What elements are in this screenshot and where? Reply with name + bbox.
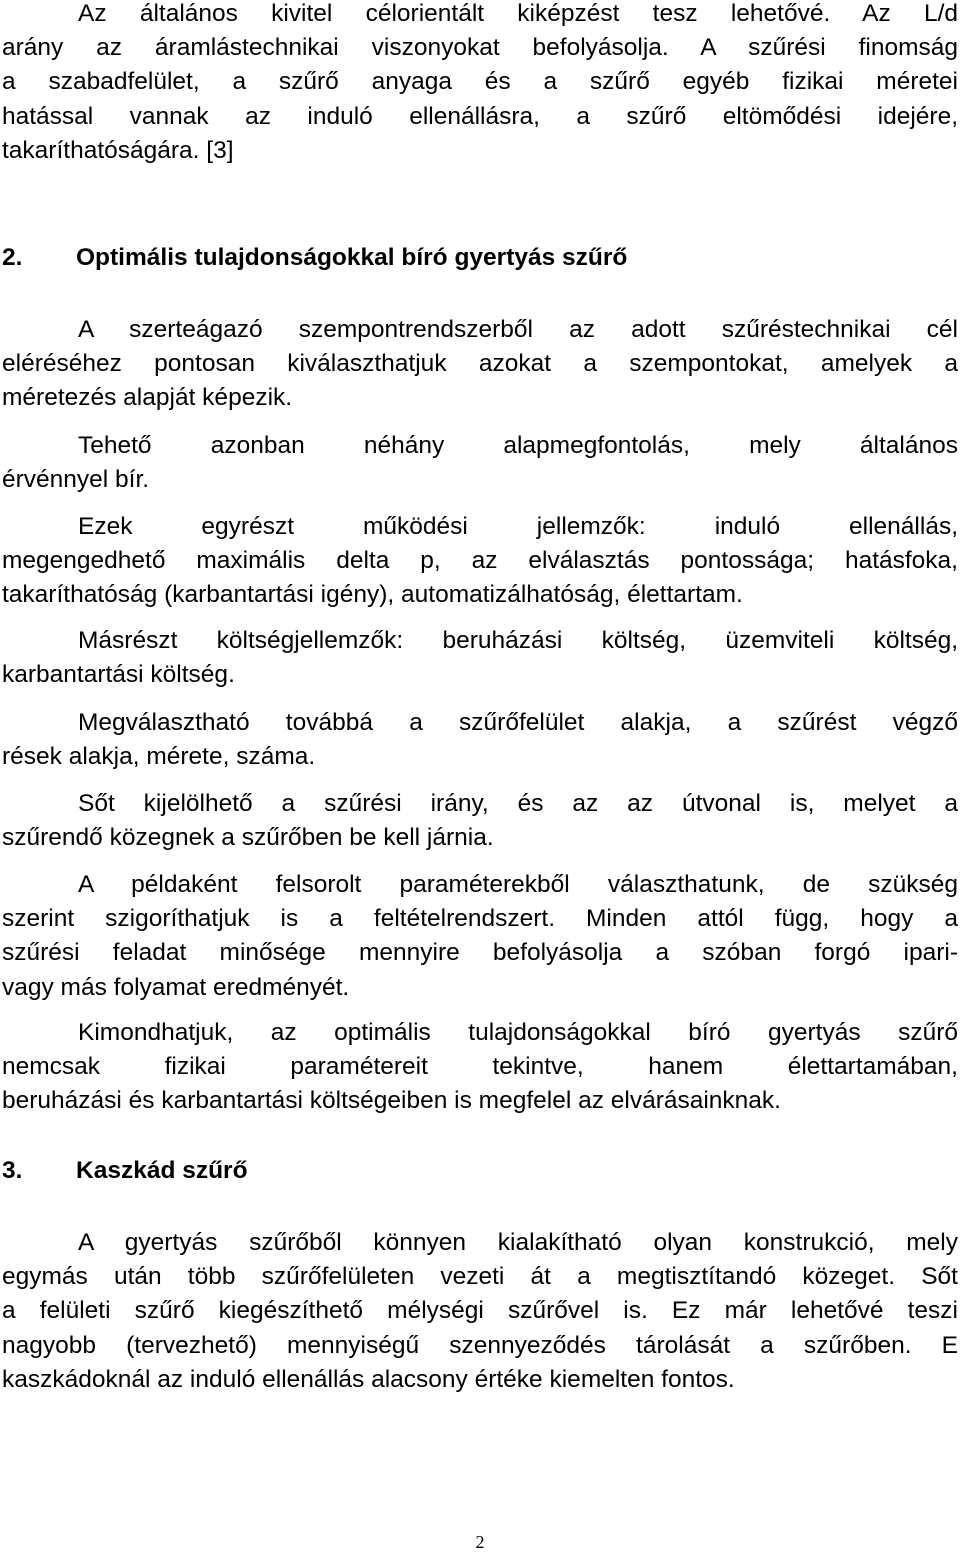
text-line: a felületi szűrő kiegészíthető mélységi szűrővel is. Ez már lehetővé teszi — [2, 1297, 958, 1325]
text-line: arány az áramlástechnikai viszonyokat befolyásolja. A szűrési finomság — [2, 34, 958, 62]
section-2-title: Optimális tulajdonságokkal bíró gyertyás szűrő — [76, 244, 628, 271]
text-line: megengedhető maximális delta p, az elválasztás pontossága; hatásfoka, — [2, 547, 958, 575]
text-line: Másrészt költségjellemzők: beruházási költség, üzemviteli költség, — [78, 627, 958, 654]
text-line: A gyertyás szűrőből könnyen kialakítható olyan konstrukció, mely — [78, 1229, 958, 1256]
text-line: beruházási és karbantartási költségeiben is megfelel az elvárásainknak. — [2, 1087, 781, 1115]
section-2-paragraph — [2, 787, 958, 855]
text-line: Sőt kijelölhető a szűrési irány, és az az útvonal is, melyet a — [78, 790, 958, 817]
text-line: méretezés alapját képezik. — [2, 384, 293, 412]
section-2-paragraph — [2, 624, 958, 692]
section-2-paragraph — [2, 1016, 958, 1119]
text-line: érvénnyel bír. — [2, 466, 150, 494]
text-line: rések alakja, mérete, száma. — [2, 743, 316, 771]
text-line: karbantartási költség. — [2, 661, 235, 689]
text-line: takaríthatóságára. [3] — [2, 136, 234, 164]
text-line: a szabadfelület, a szűrő anyaga és a szűrő egyéb fizikai méretei — [2, 68, 958, 96]
text-line: kaszkádoknál az induló ellenállás alacsony értéke kiemelten fontos. — [2, 1365, 735, 1393]
text-line: vagy más folyamat eredményét. — [2, 973, 350, 1001]
section-2-paragraph — [2, 429, 958, 497]
section-3-number: 3. — [2, 1157, 23, 1184]
section-2-paragraph — [2, 510, 958, 613]
section-2-paragraph — [2, 313, 958, 416]
page-number: 2 — [475, 1532, 485, 1552]
section-2-paragraph — [2, 868, 958, 1005]
text-line: szűrési feladat minősége mennyire befolyásolja a szóban forgó ipari- — [2, 939, 958, 967]
text-line: szerint szigoríthatjuk is a feltételrendszert. Minden attól függ, hogy a — [2, 905, 958, 933]
text-line: A példaként felsorolt paraméterekből választhatunk, de szükség — [78, 871, 958, 898]
section-2-heading — [2, 241, 958, 275]
intro-paragraph — [2, 0, 958, 168]
text-line: hatással vannak az induló ellenállásra, a szűrő eltömődési idejére, — [2, 102, 958, 130]
text-line: eléréséhez pontosan kiválaszthatjuk azokat a szempontokat, amelyek a — [2, 350, 958, 378]
text-line: Ezek egyrészt működési jellemzők: induló ellenállás, — [78, 513, 958, 540]
text-line: Megválasztható továbbá a szűrőfelület alakja, a szűrést végző — [78, 709, 958, 736]
text-line: A szerteágazó szempontrendszerből az adott szűréstechnikai cél — [78, 316, 958, 343]
text-line: nemcsak fizikai paramétereit tekintve, hanem élettartamában, — [2, 1053, 958, 1081]
section-3-title: Kaszkád szűrő — [76, 1157, 248, 1184]
section-3-heading — [2, 1154, 958, 1188]
text-line: egymás után több szűrőfelületen vezeti át a megtisztítandó közeget. Sőt — [2, 1263, 958, 1291]
text-line: Az általános kivitel célorientált kiképzést tesz lehetővé. Az L/d — [78, 0, 958, 27]
section-2-paragraph — [2, 706, 958, 774]
text-line: Kimondhatjuk, az optimális tulajdonságokkal bíró gyertyás szűrő — [78, 1019, 958, 1046]
text-line: nagyobb (tervezhető) mennyiségű szennyeződés tárolását a szűrőben. E — [2, 1331, 958, 1359]
section-2-number: 2. — [2, 244, 23, 271]
section-3-paragraph — [2, 1226, 958, 1397]
text-line: szűrendő közegnek a szűrőben be kell járnia. — [2, 824, 494, 852]
text-line: takaríthatóság (karbantartási igény), automatizálhatóság, élettartam. — [2, 581, 743, 609]
text-line: Tehető azonban néhány alapmegfontolás, mely általános — [78, 432, 958, 459]
